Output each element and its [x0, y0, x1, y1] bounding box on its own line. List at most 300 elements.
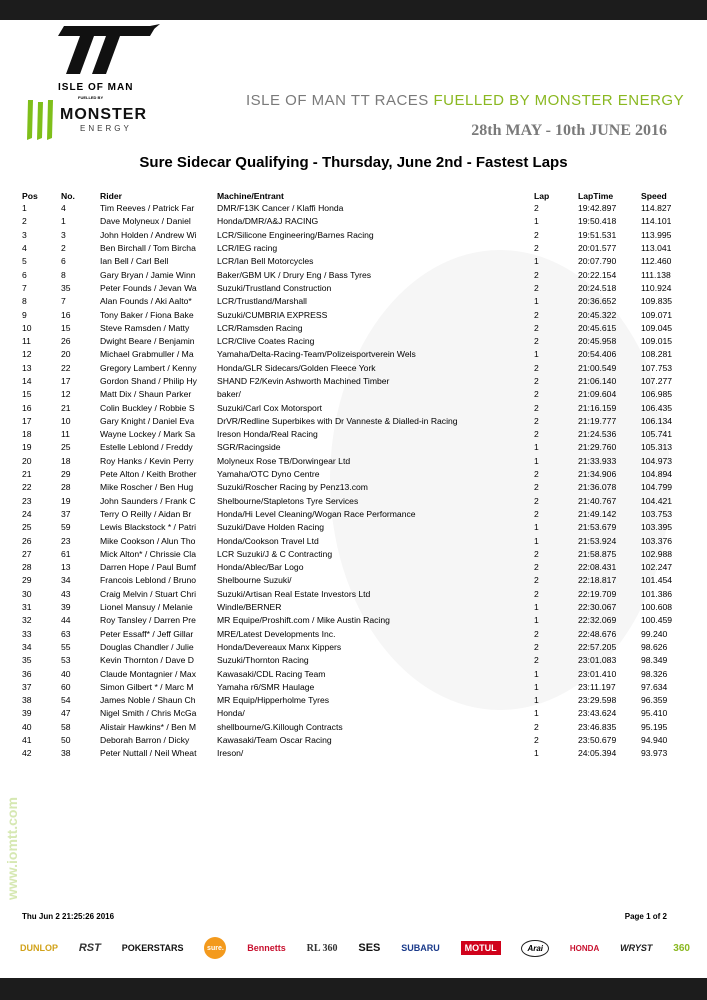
cell-pos: 7 [22, 282, 27, 293]
cell-no: 12 [61, 389, 71, 400]
col-pos: Pos [22, 190, 38, 201]
table-row [22, 308, 686, 321]
cell-laptime: 19:51.531 [578, 229, 617, 240]
cell-pos: 4 [22, 243, 27, 254]
table-row [22, 282, 686, 295]
cell-rider: Pete Alton / Keith Brother [100, 469, 197, 480]
cell-lap: 2 [534, 469, 539, 480]
cell-pos: 14 [22, 376, 32, 386]
cell-speed: 109.045 [641, 322, 673, 333]
cell-pos: 27 [22, 548, 32, 559]
cell-lap: 2 [534, 203, 539, 214]
cell-machine: Suzuki/Thornton Racing [217, 655, 309, 666]
table-row [22, 362, 686, 375]
table-row [22, 215, 686, 228]
cell-machine: LCR/Ian Bell Motorcycles [217, 256, 314, 267]
cell-pos: 19 [22, 442, 32, 453]
cell-rider: Estelle Leblond / Freddy [100, 442, 193, 453]
cell-no: 4 [61, 203, 66, 214]
cell-pos: 6 [22, 269, 27, 280]
cell-laptime: 22:08.431 [578, 562, 617, 573]
cell-pos: 41 [22, 735, 32, 746]
cell-no: 40 [61, 668, 71, 679]
cell-no: 63 [61, 628, 71, 639]
cell-no: 26 [61, 336, 71, 347]
cell-laptime: 21:53.679 [578, 522, 617, 533]
cell-rider: Roy Tansley / Darren Pre [100, 615, 196, 626]
cell-rider: Francois Leblond / Bruno [100, 575, 197, 586]
cell-speed: 95.410 [641, 708, 668, 719]
cell-laptime: 20:45.958 [578, 336, 617, 347]
cell-machine: Windle/BERNER [217, 602, 282, 613]
cell-laptime: 22:32.069 [578, 615, 617, 626]
cell-rider: Tim Reeves / Patrick Far [100, 203, 195, 214]
cell-speed: 103.376 [641, 535, 673, 546]
cell-no: 54 [61, 695, 71, 706]
cell-rider: Peter Founds / Jevan Wa [100, 282, 197, 293]
cell-lap: 2 [534, 628, 539, 639]
sponsor-ses: SES [358, 942, 381, 954]
cell-pos: 31 [22, 602, 32, 613]
cell-rider: Dave Molyneux / Daniel [100, 216, 191, 227]
cell-pos: 36 [22, 668, 32, 679]
cell-laptime: 21:53.924 [578, 535, 617, 546]
cell-lap: 1 [534, 708, 539, 719]
cell-machine: Kawasaki/Team Oscar Racing [217, 735, 332, 746]
cell-machine: LCR/Ramsden Racing [217, 322, 303, 333]
cell-rider: Mick Alton* / Chrissie Cla [100, 548, 196, 559]
cell-speed: 103.753 [641, 508, 673, 519]
cell-laptime: 21:09.604 [578, 389, 617, 400]
cell-machine: shellbourne/G.Killough Contracts [217, 721, 343, 732]
cell-rider: Simon Gilbert * / Marc M [100, 681, 194, 692]
sponsor-bennetts: Bennetts [247, 943, 286, 953]
cell-pos: 42 [22, 748, 32, 759]
cell-lap: 1 [534, 615, 539, 626]
tt-monster-logo [14, 14, 164, 134]
cell-rider: Matt Dix / Shaun Parker [100, 389, 192, 400]
cell-rider: Douglas Chandler / Julie [100, 641, 194, 652]
table-row [22, 707, 686, 720]
cell-lap: 2 [534, 641, 539, 652]
table-row [22, 654, 686, 667]
cell-lap: 1 [534, 349, 539, 360]
table-row [22, 734, 686, 747]
fuelled-by-text: FUELLED BY [78, 95, 104, 100]
cell-laptime: 21:16.159 [578, 402, 617, 413]
cell-laptime: 23:29.598 [578, 695, 617, 706]
cell-laptime: 21:36.078 [578, 482, 617, 493]
table-row [22, 401, 686, 414]
cell-rider: Gary Knight / Daniel Eva [100, 415, 195, 426]
table-row [22, 255, 686, 268]
cell-speed: 98.326 [641, 668, 668, 679]
cell-lap: 2 [534, 429, 539, 440]
cell-no: 43 [61, 588, 71, 599]
footer-timestamp: Thu Jun 2 21:25:26 2016 [22, 912, 115, 921]
cell-speed: 103.395 [641, 522, 673, 533]
table-row [22, 548, 686, 561]
cell-no: 44 [61, 615, 71, 626]
cell-lap: 2 [534, 655, 539, 666]
cell-pos: 38 [22, 695, 32, 706]
table-row [22, 721, 686, 734]
cell-pos: 23 [22, 495, 32, 506]
cell-machine: LCR Suzuki/J & C Contracting [217, 548, 333, 559]
cell-laptime: 21:40.767 [578, 495, 617, 506]
cell-pos: 37 [22, 681, 32, 692]
table-row [22, 614, 686, 627]
table-row [22, 415, 686, 428]
cell-pos: 11 [22, 336, 31, 347]
cell-speed: 101.386 [641, 588, 673, 599]
cell-speed: 106.985 [641, 389, 673, 400]
cell-speed: 106.134 [641, 415, 673, 426]
cell-speed: 99.240 [641, 628, 668, 639]
cell-rider: Alistair Hawkins* / Ben M [100, 721, 196, 732]
cell-pos: 5 [22, 256, 27, 267]
cell-lap: 2 [534, 588, 539, 599]
cell-rider: Lionel Mansuy / Melanie [100, 602, 193, 613]
cell-lap: 2 [534, 389, 539, 400]
cell-pos: 28 [22, 562, 32, 573]
cell-speed: 114.101 [641, 216, 672, 227]
cell-rider: Ben Birchall / Tom Bircha [100, 243, 196, 254]
sponsor-rst: RST [78, 942, 101, 954]
cell-pos: 30 [22, 588, 32, 599]
cell-speed: 110.924 [641, 282, 672, 293]
cell-rider: Kevin Thornton / Dave D [100, 655, 194, 666]
cell-pos: 20 [22, 455, 32, 466]
cell-no: 22 [61, 362, 71, 373]
cell-laptime: 21:24.536 [578, 429, 617, 440]
cell-speed: 97.634 [641, 681, 668, 692]
energy-text: ENERGY [80, 124, 132, 133]
cell-speed: 109.071 [641, 309, 673, 320]
cell-pos: 1 [22, 203, 27, 214]
cell-no: 37 [61, 508, 71, 519]
cell-no: 21 [61, 402, 71, 413]
cell-machine: Suzuki/Roscher Racing by Penz13.com [217, 482, 368, 493]
cell-speed: 93.973 [641, 748, 668, 759]
cell-laptime: 21:06.140 [578, 376, 617, 386]
sponsor-rl360: RL 360 [306, 942, 338, 954]
cell-rider: Lewis Blackstock * / Patri [100, 522, 196, 533]
header-races: ISLE OF MAN TT RACES [246, 92, 434, 109]
header-tagline [246, 92, 684, 109]
cell-no: 23 [61, 535, 71, 546]
cell-machine: Yamaha/Delta-Racing-Team/Polizeisportverein Wels [217, 349, 416, 360]
cell-rider: Darren Hope / Paul Bumf [100, 562, 197, 573]
cell-lap: 2 [534, 402, 539, 413]
cell-no: 11 [61, 429, 70, 440]
monster-text: MONSTER [60, 106, 147, 123]
cell-no: 18 [61, 455, 71, 466]
cell-no: 8 [61, 269, 66, 280]
cell-pos: 32 [22, 615, 32, 626]
cell-pos: 21 [22, 469, 32, 480]
table-row [22, 574, 686, 587]
cell-laptime: 19:42.897 [578, 203, 617, 214]
col-speed: Speed [641, 190, 667, 201]
cell-no: 10 [61, 415, 71, 426]
cell-laptime: 20:07.790 [578, 256, 617, 267]
cell-lap: 2 [534, 229, 539, 240]
cell-rider: Peter Nuttall / Neil Wheat [100, 748, 197, 759]
cell-lap: 1 [534, 681, 539, 692]
cell-machine: MR Equip/Hipperholme Tyres [217, 695, 330, 706]
cell-machine: Suzuki/Dave Holden Racing [217, 522, 325, 533]
cell-pos: 40 [22, 721, 32, 732]
cell-no: 7 [61, 296, 66, 307]
sponsor-wryst: WRYST [620, 943, 653, 953]
cell-no: 6 [61, 256, 66, 267]
cell-pos: 3 [22, 229, 27, 240]
cell-machine: Honda/GLR Sidecars/Golden Fleece York [217, 362, 376, 373]
cell-rider: Dwight Beare / Benjamin [100, 336, 195, 347]
cell-speed: 104.799 [641, 482, 673, 493]
cell-no: 50 [61, 735, 71, 746]
cell-machine: Ireson Honda/Real Racing [217, 429, 318, 440]
cell-machine: baker/ [217, 389, 241, 400]
cell-lap: 2 [534, 309, 539, 320]
cell-no: 15 [61, 322, 71, 333]
table-row [22, 681, 686, 694]
sponsor-strip [20, 934, 690, 962]
cell-rider: Gary Bryan / Jamie Winn [100, 269, 196, 280]
cell-no: 16 [61, 309, 71, 320]
cell-lap: 1 [534, 748, 539, 759]
cell-machine: Honda/ [217, 708, 245, 719]
cell-machine: SHAND F2/Kevin Ashworth Machined Timber [217, 376, 390, 386]
table-row [22, 441, 686, 454]
cell-lap: 2 [534, 362, 539, 373]
cell-rider: Gordon Shand / Philip Hy [100, 376, 197, 386]
cell-lap: 2 [534, 508, 539, 519]
cell-no: 1 [61, 216, 66, 227]
cell-lap: 2 [534, 415, 539, 426]
cell-speed: 98.349 [641, 655, 668, 666]
cell-laptime: 20:54.406 [578, 349, 617, 360]
cell-machine: Molyneux Rose TB/Dorwingear Ltd [217, 455, 351, 466]
cell-laptime: 20:36.652 [578, 296, 617, 307]
cell-pos: 33 [22, 628, 32, 639]
cell-laptime: 21:00.549 [578, 362, 617, 373]
results-body [22, 202, 686, 760]
cell-machine: Suzuki/Artisan Real Estate Investors Ltd [217, 588, 371, 599]
cell-no: 53 [61, 655, 71, 666]
table-row [22, 295, 686, 308]
cell-laptime: 24:05.394 [578, 748, 617, 759]
cell-laptime: 20:01.577 [578, 243, 617, 254]
sponsor-sure: sure. [204, 937, 226, 959]
cell-machine: Shelbourne/Stapletons Tyre Services [217, 495, 359, 506]
cell-rider: Peter Essaff* / Jeff Gillar [100, 628, 194, 639]
footer-page: Page 1 of 2 [624, 912, 667, 921]
sponsor-honda: HONDA [569, 943, 600, 953]
cell-pos: 29 [22, 575, 32, 586]
cell-speed: 98.626 [641, 641, 668, 652]
cell-laptime: 20:24.518 [578, 282, 617, 293]
sponsor-dunlop: DUNLOP [20, 943, 58, 953]
cell-no: 59 [61, 522, 71, 533]
table-row [22, 521, 686, 534]
cell-rider: John Holden / Andrew Wi [100, 229, 197, 240]
cell-lap: 2 [534, 482, 539, 493]
cell-rider: Claude Montagnier / Max [100, 668, 197, 679]
cell-machine: Honda/Hi Level Cleaning/Wogan Race Performance [217, 508, 416, 519]
table-row [22, 534, 686, 547]
table-row [22, 561, 686, 574]
cell-speed: 112.460 [641, 256, 672, 267]
cell-lap: 1 [534, 602, 539, 613]
cell-lap: 2 [534, 495, 539, 506]
cell-speed: 102.988 [641, 548, 673, 559]
cell-rider: Tony Baker / Fiona Bake [100, 309, 194, 320]
cell-no: 17 [61, 376, 71, 386]
cell-lap: 2 [534, 243, 539, 254]
cell-machine: Shelbourne Suzuki/ [217, 575, 292, 586]
isle-of-man-text: ISLE OF MAN [58, 82, 134, 93]
cell-pos: 26 [22, 535, 32, 546]
cell-machine: Yamaha/OTC Dyno Centre [217, 469, 320, 480]
table-row [22, 641, 686, 654]
cell-laptime: 22:18.817 [578, 575, 617, 586]
cell-speed: 105.313 [641, 442, 673, 453]
cell-lap: 1 [534, 668, 539, 679]
cell-no: 35 [61, 282, 71, 293]
cell-pos: 35 [22, 655, 32, 666]
cell-pos: 13 [22, 362, 32, 373]
cell-machine: SGR/Racingside [217, 442, 281, 453]
bottom-bar [0, 978, 707, 1000]
cell-lap: 1 [534, 296, 539, 307]
cell-pos: 17 [22, 415, 32, 426]
table-row [22, 375, 686, 388]
cell-pos: 10 [22, 322, 32, 333]
cell-speed: 113.995 [641, 229, 672, 240]
cell-speed: 95.195 [641, 721, 668, 732]
table-row [22, 242, 686, 255]
cell-pos: 24 [22, 508, 32, 519]
table-row [22, 508, 686, 521]
cell-lap: 2 [534, 548, 539, 559]
cell-pos: 25 [22, 522, 32, 533]
table-row [22, 588, 686, 601]
cell-machine: Suzuki/Trustland Construction [217, 282, 332, 293]
cell-laptime: 21:58.875 [578, 548, 617, 559]
cell-rider: Deborah Barron / Dicky [100, 735, 190, 746]
cell-lap: 1 [534, 455, 539, 466]
cell-machine: LCR/Trustland/Marshall [217, 296, 307, 307]
cell-laptime: 23:50.679 [578, 735, 617, 746]
cell-speed: 107.277 [641, 376, 673, 386]
table-row [22, 747, 686, 760]
cell-rider: Mike Roscher / Ben Hug [100, 482, 194, 493]
sponsor-360: 360 [673, 942, 690, 954]
table-row [22, 229, 686, 242]
cell-machine: Honda/Cookson Travel Ltd [217, 535, 319, 546]
side-url: www.iomtt.com [4, 797, 20, 900]
table-row [22, 202, 686, 215]
sponsor-subaru: SUBARU [401, 943, 440, 953]
table-row [22, 468, 686, 481]
cell-rider: James Noble / Shaun Ch [100, 695, 196, 706]
cell-rider: John Saunders / Frank C [100, 495, 196, 506]
cell-pos: 16 [22, 402, 32, 413]
cell-lap: 2 [534, 336, 539, 347]
table-row [22, 322, 686, 335]
cell-machine: Ireson/ [217, 748, 244, 759]
cell-machine: Suzuki/CUMBRIA EXPRESS [217, 309, 328, 320]
cell-pos: 2 [22, 216, 27, 227]
cell-laptime: 19:50.418 [578, 216, 617, 227]
table-row [22, 601, 686, 614]
cell-speed: 109.835 [641, 296, 673, 307]
cell-lap: 2 [534, 575, 539, 586]
cell-pos: 34 [22, 641, 32, 652]
cell-speed: 105.741 [641, 429, 673, 440]
cell-machine: MR Equipe/Proshift.com / Mike Austin Racing [217, 615, 390, 626]
header-dates: 28th MAY - 10th JUNE 2016 [471, 122, 667, 139]
cell-lap: 2 [534, 562, 539, 573]
cell-lap: 2 [534, 282, 539, 293]
cell-lap: 2 [534, 269, 539, 280]
cell-speed: 96.359 [641, 695, 668, 706]
table-row [22, 495, 686, 508]
cell-pos: 18 [22, 429, 32, 440]
table-row [22, 388, 686, 401]
col-lap: Lap [534, 190, 550, 201]
cell-no: 13 [61, 562, 71, 573]
cell-laptime: 20:45.615 [578, 322, 617, 333]
cell-machine: Honda/Devereaux Manx Kippers [217, 641, 342, 652]
cell-lap: 2 [534, 322, 539, 333]
cell-lap: 2 [534, 376, 539, 386]
cell-laptime: 21:19.777 [578, 415, 617, 426]
cell-lap: 2 [534, 735, 539, 746]
table-header-row [22, 189, 686, 202]
table-row [22, 667, 686, 680]
cell-machine: LCR/IEG racing [217, 243, 278, 254]
cell-machine: DrVR/Redline Superbikes with Dr Vanneste & Dialled-in Racing [217, 415, 458, 426]
table-row [22, 428, 686, 441]
col-rider: Rider [100, 190, 122, 201]
table-row [22, 628, 686, 641]
cell-pos: 8 [22, 296, 27, 307]
cell-rider: Steve Ramsden / Matty [100, 322, 190, 333]
cell-lap: 1 [534, 695, 539, 706]
cell-rider: Roy Hanks / Kevin Perry [100, 455, 194, 466]
cell-no: 39 [61, 602, 71, 613]
cell-rider: Michael Grabmuller / Ma [100, 349, 194, 360]
cell-no: 28 [61, 482, 71, 493]
table-row [22, 335, 686, 348]
cell-lap: 2 [534, 721, 539, 732]
cell-speed: 104.894 [641, 469, 673, 480]
cell-machine: Kawasaki/CDL Racing Team [217, 668, 326, 679]
cell-laptime: 23:46.835 [578, 721, 617, 732]
cell-pos: 22 [22, 482, 32, 493]
cell-lap: 1 [534, 442, 539, 453]
cell-pos: 39 [22, 708, 32, 719]
cell-rider: Gregory Lambert / Kenny [100, 362, 197, 373]
cell-speed: 100.608 [641, 602, 673, 613]
cell-laptime: 22:19.709 [578, 588, 617, 599]
cell-laptime: 22:57.205 [578, 641, 617, 652]
cell-lap: 1 [534, 256, 539, 267]
cell-no: 38 [61, 748, 71, 759]
